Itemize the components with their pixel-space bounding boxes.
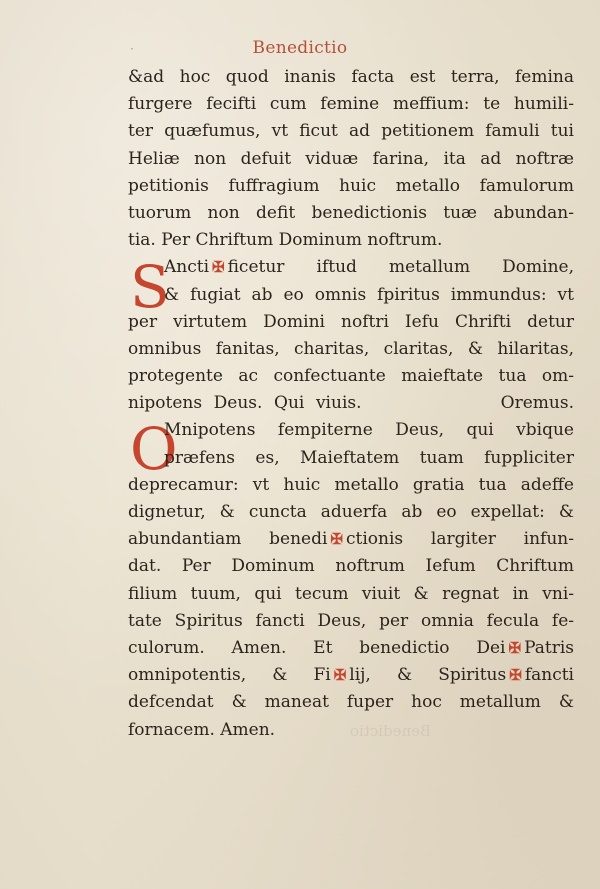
text-line: &ad hoc quod inanis facta est terra, femina — [128, 67, 574, 87]
text-line — [128, 254, 574, 281]
text-fragment: Ancti — [164, 257, 210, 278]
text-line: ter quæfumus, vt ficut ad petitionem famuli tui — [128, 121, 574, 142]
text-line: petitionis fuffragium huic metallo famulorum — [128, 175, 574, 196]
cross-icon: ✠ — [333, 666, 347, 685]
text-line: præfens es, Maieftatem tuam fuppliciter — [164, 447, 574, 468]
text-line: fornacem. Amen. — [128, 719, 276, 740]
drop-cap-o: O — [130, 415, 178, 483]
text-line: defcendat & maneat fuper hoc metallum & — [128, 692, 574, 713]
text-line: filium tuum, qui tecum viuit & regnat in vni- — [128, 583, 574, 604]
text-fragment: ctionis largiter infun- — [346, 529, 574, 550]
text-line: dat. Per Dominum noftrum Iefum Chriftum — [128, 556, 574, 577]
text-line — [128, 635, 574, 662]
text-fragment: culorum. Amen. Et benedictio Dei — [128, 637, 506, 658]
text-fragment: abundantiam benedi — [128, 529, 328, 550]
cross-icon: ✠ — [508, 638, 522, 657]
running-header: Benedictio — [252, 38, 348, 58]
text-fragment: ficetur iftud metallum Domine, — [227, 257, 574, 278]
cross-icon: ✠ — [330, 530, 343, 549]
text-fragment: lij, & Spiritus — [349, 665, 507, 686]
bleed-through-text: Benedictio — [350, 722, 432, 740]
cross-icon: ✠ — [212, 258, 225, 277]
text-line: nipotens Deus. Qui viuis. Oremus. — [128, 393, 574, 414]
text-line: tate Spiritus fancti Deus, per omnia fecula fe- — [128, 610, 574, 631]
cross-icon: ✠ — [509, 666, 522, 685]
text-line: Mnipotens fempiterne Deus, qui vbique — [164, 420, 574, 441]
text-line: Heliæ non defuit viduæ farina, ita ad noftræ — [128, 148, 574, 169]
body-text — [128, 64, 574, 744]
text-line: omnibus fanitas, charitas, claritas, & hilaritas, — [128, 338, 574, 359]
text-fragment: fancti — [524, 665, 574, 686]
text-line: furgere fecifti cum femine meffium: te humili- — [128, 94, 574, 115]
text-line — [128, 526, 574, 553]
text-line: & fugiat ab eo omnis fpiritus immundus: vt — [164, 284, 574, 305]
text-line: per virtutem Domini noftri Iefu Chrifti detur — [128, 311, 574, 332]
text-fragment: Patris — [524, 637, 574, 658]
text-line: protegente ac confectuante maieftate tua om- — [128, 366, 574, 387]
text-fragment: omnipotentis, & Fi — [128, 665, 331, 686]
text-line: deprecamur: vt huic metallo gratia tua adeffe — [128, 474, 574, 495]
page-mark: · — [130, 42, 134, 56]
drop-cap-s: S — [130, 253, 170, 321]
text-line: dignetur, & cuncta aduerfa ab eo expellat: & — [128, 502, 574, 522]
text-line: tuorum non defit benedictionis tuæ abundan- — [128, 202, 574, 223]
text-line: tia. Per Chriftum Dominum noftrum. — [128, 230, 443, 251]
text-line — [128, 662, 574, 689]
